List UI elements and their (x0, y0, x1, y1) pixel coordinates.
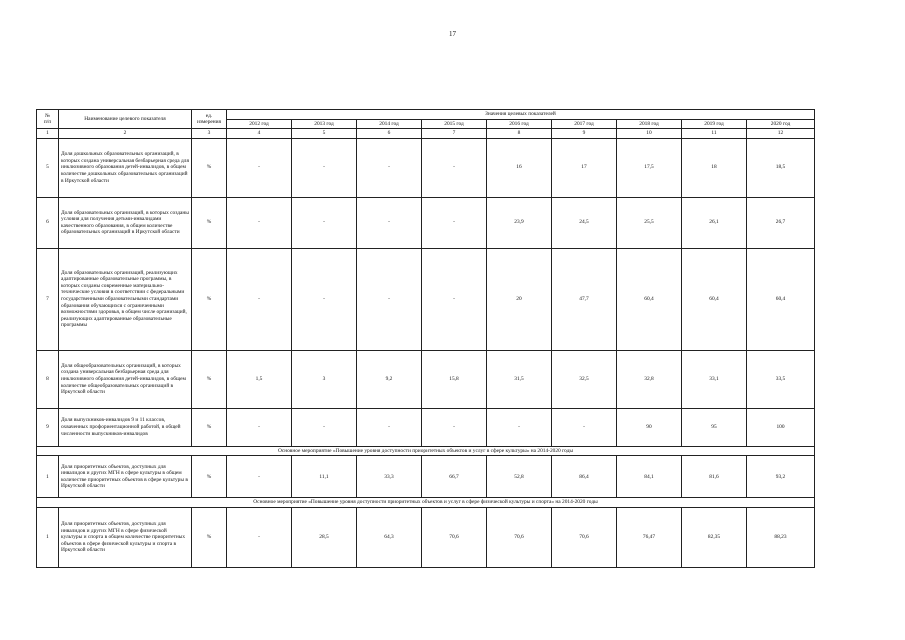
value-cell: - (357, 408, 422, 446)
value-cell: 20 (487, 248, 552, 350)
header-year: 2019 год (682, 119, 747, 129)
value-cell: 15,8 (422, 350, 487, 408)
value-cell: 86,4 (552, 456, 617, 498)
value-cell: - (487, 408, 552, 446)
value-cell: 81,6 (682, 456, 747, 498)
value-cell: - (357, 248, 422, 350)
header-unit: ед. измерения (192, 110, 227, 129)
value-cell: - (292, 248, 357, 350)
header-year: 2015 год (422, 119, 487, 129)
indicator-name: Доля образовательных организаций, реализующих адаптированные образовательные программы, в которых созданы современные материально-технические условия в соответствии с федеральными государственными образовательными стандартами образования обучающихся с ограниченными возможностями здоровья, в общем числе организаций, реализующих адаптированные образовательные программы (59, 248, 192, 350)
column-number: 10 (617, 129, 682, 139)
column-number: 6 (357, 129, 422, 139)
table-row (37, 456, 815, 498)
header-name: Наименование целевого показателя (59, 110, 192, 129)
value-cell: - (292, 138, 357, 197)
unit-cell: % (192, 197, 227, 248)
unit-cell: % (192, 408, 227, 446)
value-cell: 32,5 (552, 350, 617, 408)
value-cell: - (292, 408, 357, 446)
value-cell: 84,1 (617, 456, 682, 498)
unit-cell: % (192, 456, 227, 498)
column-number: 7 (422, 129, 487, 139)
section-heading-culture: Основное мероприятие «Повышение уровня доступности приоритетных объектов и услуг в сфере культуры» на 2014-2020 годы (37, 446, 815, 456)
value-cell: - (422, 138, 487, 197)
indicator-name: Доля образовательных организаций, в которых созданы условия для получения детьми-инвалидами качественного образования, в общем количестве образовательных организаций в Иркутской области (59, 197, 192, 248)
row-number: 1 (37, 456, 59, 498)
table-row (37, 138, 815, 197)
value-cell: 17,5 (617, 138, 682, 197)
value-cell: 47,7 (552, 248, 617, 350)
unit-cell: % (192, 138, 227, 197)
value-cell: 100 (747, 408, 815, 446)
column-number: 9 (552, 129, 617, 139)
value-cell: - (227, 408, 292, 446)
table-row (37, 248, 815, 350)
value-cell: 25,5 (617, 197, 682, 248)
table-row (37, 507, 815, 567)
indicator-name: Доля дошкольных образовательных организаций, в которых создана универсальная безбарьерная среда для инклюзивного образования детей-инвалидов, в общем количестве дошкольных образовательных организаций в Иркутской области (59, 138, 192, 197)
value-cell: - (357, 197, 422, 248)
unit-cell: % (192, 350, 227, 408)
indicator-name: Доля приоритетных объектов, доступных для инвалидов и других МГН в сфере культуры в общем количестве приоритетных объектов в сфере культуры в Иркутской области (59, 456, 192, 498)
column-number: 3 (192, 129, 227, 139)
value-cell: 70,6 (552, 507, 617, 567)
indicator-name: Доля выпускников-инвалидов 9 и 11 классов, охваченных профориентационной работой, в общей численности выпускников-инвалидов (59, 408, 192, 446)
value-cell: 3 (292, 350, 357, 408)
row-number: 5 (37, 138, 59, 197)
value-cell: - (292, 197, 357, 248)
value-cell: 28,5 (292, 507, 357, 567)
value-cell: 32,8 (617, 350, 682, 408)
value-cell: 60,4 (682, 248, 747, 350)
value-cell: - (422, 197, 487, 248)
value-cell: 18 (682, 138, 747, 197)
section-heading-sport: Основное мероприятие «Повышение уровня доступности приоритетных объектов и услуг в сфере физической культуры и спорта» на 2014-2020 годы (37, 498, 815, 508)
value-cell: 52,8 (487, 456, 552, 498)
header-year: 2016 год (487, 119, 552, 129)
column-number: 1 (37, 129, 59, 139)
value-cell: 64,3 (357, 507, 422, 567)
row-number: 9 (37, 408, 59, 446)
value-cell: 17 (552, 138, 617, 197)
value-cell: 66,7 (422, 456, 487, 498)
column-number: 8 (487, 129, 552, 139)
column-number: 2 (59, 129, 192, 139)
value-cell: - (227, 507, 292, 567)
header-year: 2012 год (227, 119, 292, 129)
value-cell: 26,7 (747, 197, 815, 248)
unit-cell: % (192, 248, 227, 350)
value-cell: 70,6 (422, 507, 487, 567)
header-year: 2013 год (292, 119, 357, 129)
row-number: 7 (37, 248, 59, 350)
header-year: 2017 год (552, 119, 617, 129)
value-cell: - (422, 408, 487, 446)
value-cell: - (227, 138, 292, 197)
indicator-name: Доля общеобразовательных организаций, в которых создана универсальная безбарьерная среда для инклюзивного образования детей-инвалидов, в общем количестве общеобразовательных организаций в Иркутской области (59, 350, 192, 408)
value-cell: 33,1 (682, 350, 747, 408)
section-heading-row (37, 498, 815, 508)
value-cell: 18,5 (747, 138, 815, 197)
value-cell: 31,5 (487, 350, 552, 408)
column-number: 12 (747, 129, 815, 139)
value-cell: - (227, 248, 292, 350)
column-number: 5 (292, 129, 357, 139)
value-cell: 33,5 (747, 350, 815, 408)
value-cell: 60,4 (617, 248, 682, 350)
value-cell: 82,35 (682, 507, 747, 567)
section-heading-row (37, 446, 815, 456)
value-cell: 24,5 (552, 197, 617, 248)
column-number: 11 (682, 129, 747, 139)
value-cell: - (227, 456, 292, 498)
value-cell: 16 (487, 138, 552, 197)
row-number: 8 (37, 350, 59, 408)
table-row (37, 350, 815, 408)
value-cell: 90 (617, 408, 682, 446)
value-cell: - (227, 197, 292, 248)
indicators-table (36, 109, 815, 568)
value-cell: 23,9 (487, 197, 552, 248)
table-row (37, 197, 815, 248)
column-number: 4 (227, 129, 292, 139)
value-cell: 93,2 (747, 456, 815, 498)
value-cell: 1,5 (227, 350, 292, 408)
value-cell: - (422, 248, 487, 350)
value-cell: 9,2 (357, 350, 422, 408)
header-values-title: Значения целевых показателей (227, 110, 815, 120)
header-num: № п/п (37, 110, 59, 129)
value-cell: 60,4 (747, 248, 815, 350)
value-cell: 76,47 (617, 507, 682, 567)
unit-cell: % (192, 507, 227, 567)
value-cell: 95 (682, 408, 747, 446)
value-cell: 33,3 (357, 456, 422, 498)
indicator-name: Доля приоритетных объектов, доступных для инвалидов и других МГН в сфере физической культуры и спорта в общем количестве приоритетных объектов в сфере физической культуры и спорта в Иркутской области (59, 507, 192, 567)
value-cell: - (357, 138, 422, 197)
header-year: 2014 год (357, 119, 422, 129)
row-number: 1 (37, 507, 59, 567)
row-number: 6 (37, 197, 59, 248)
value-cell: 70,6 (487, 507, 552, 567)
value-cell: 11,1 (292, 456, 357, 498)
page-number: 17 (449, 30, 456, 38)
value-cell: - (552, 408, 617, 446)
header-year: 2018 год (617, 119, 682, 129)
header-year: 2020 год (747, 119, 815, 129)
value-cell: 26,1 (682, 197, 747, 248)
table-row (37, 408, 815, 446)
value-cell: 88,23 (747, 507, 815, 567)
